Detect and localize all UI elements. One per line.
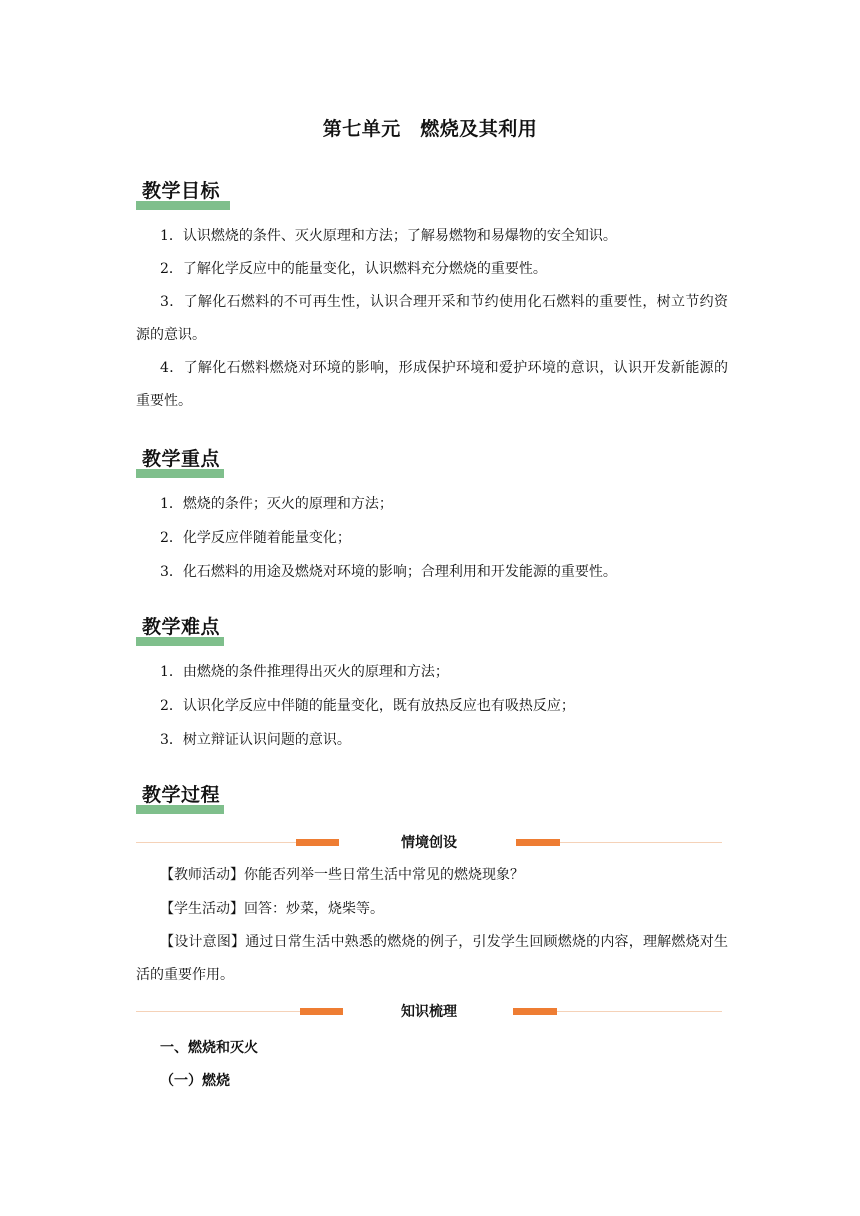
section-heading-process [136, 780, 221, 814]
key-point-item: 1．燃烧的条件；灭火的原理和方法； [160, 496, 393, 512]
teacher-activity: 【教师活动】你能否列举一些日常生活中常见的燃烧现象？ [160, 867, 524, 883]
objective-item: 3．了解化石燃料的不可再生性，认识合理开采和节约使用化石燃料的重要性，树立节约资源的意识。 [136, 294, 728, 343]
student-activity: 【学生活动】回答：炒菜，烧柴等。 [160, 901, 384, 917]
key-point-item: 2．化学反应伴随着能量变化； [160, 530, 351, 546]
objective-item: 2．了解化学反应中的能量变化，认识燃料充分燃烧的重要性。 [160, 261, 547, 277]
knowledge-subsection-heading: （一）燃烧 [160, 1073, 230, 1089]
divider-title: 知识梳理 [401, 1004, 457, 1020]
section-heading-difficulties [136, 612, 221, 646]
knowledge-section-heading: 一、燃烧和灭火 [160, 1040, 258, 1056]
divider-title: 情境创设 [401, 835, 457, 851]
section-heading-label: 教学过程 [142, 784, 221, 806]
divider-line [560, 842, 722, 843]
objective-item: 1．认识燃烧的条件、灭火原理和方法；了解易燃物和易爆物的安全知识。 [160, 228, 617, 244]
design-intent: 【设计意图】通过日常生活中熟悉的燃烧的例子，引发学生回顾燃烧的内容，理解燃烧对生活的重要作用。 [136, 934, 728, 983]
section-heading-key-points [136, 444, 221, 478]
difficulty-item: 1．由燃烧的条件推理得出灭火的原理和方法； [160, 664, 449, 680]
section-heading-label: 教学难点 [142, 616, 221, 638]
section-heading-label: 教学重点 [142, 448, 221, 470]
difficulty-item: 2．认识化学反应中伴随的能量变化，既有放热反应也有吸热反应； [160, 698, 575, 714]
section-heading-label: 教学目标 [142, 180, 221, 202]
key-point-item: 3．化石燃料的用途及燃烧对环境的影响；合理利用和开发能源的重要性。 [160, 564, 617, 580]
page-title: 第七单元 燃烧及其利用 [322, 118, 538, 140]
objective-item: 4．了解化石燃料燃烧对环境的影响，形成保护环境和爱护环境的意识，认识开发新能源的重要性。 [136, 360, 728, 409]
divider-line [557, 1011, 722, 1012]
subsection-divider-scenario [136, 833, 722, 853]
divider-block [513, 1008, 557, 1015]
subsection-divider-knowledge [136, 1002, 722, 1022]
divider-block [516, 839, 560, 846]
difficulty-item: 3．树立辩证认识问题的意识。 [160, 732, 351, 748]
section-heading-objectives [136, 176, 221, 210]
